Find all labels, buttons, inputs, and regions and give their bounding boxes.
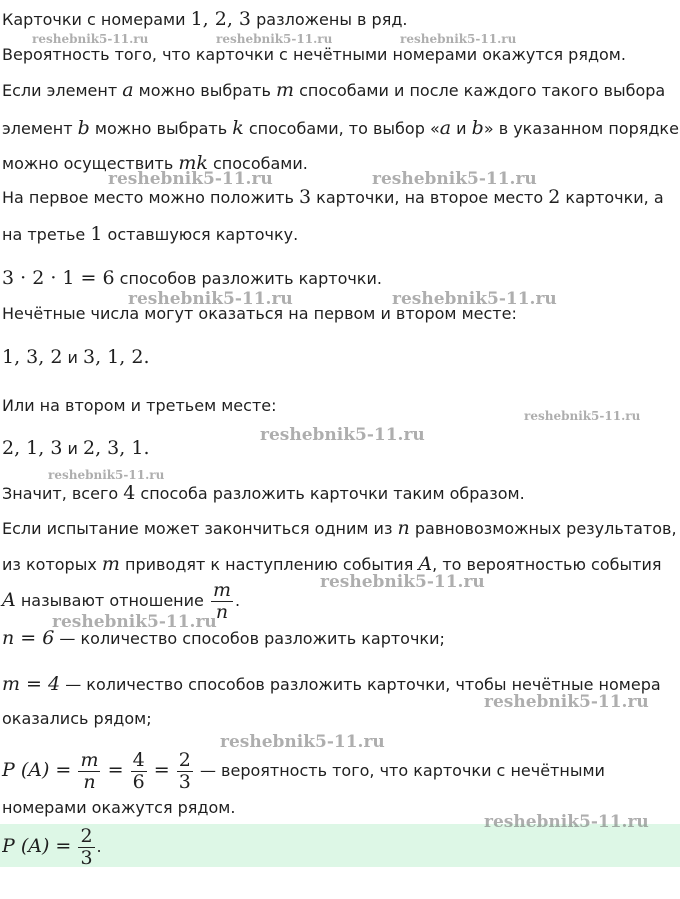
m-value-line-1: m = 4 — количество способов разложить карточки, чтобы нечётные номера xyxy=(2,673,661,695)
n-value: n = 6 — количество способов разложить карточки; xyxy=(2,627,445,649)
watermark: reshebnik5-11.ru xyxy=(400,32,517,46)
fraction-m-over-n: $\frac{m}{n}$ xyxy=(80,749,99,793)
fraction-2-over-3: $\frac{2}{3}$ xyxy=(178,749,191,793)
total-arrangements: 3 · 2 · 1 = 6 способов разложить карточки. xyxy=(2,267,382,289)
watermark: reshebnik5-11.ru xyxy=(128,289,293,309)
watermark: reshebnik5-11.ru xyxy=(484,812,649,832)
rule-line-2: элемент b можно выбрать k способами, то выбор «a и b» в указанном порядке xyxy=(2,117,679,139)
step-places-1: На первое место можно положить 3 карточки, на второе место 2 карточки, а xyxy=(2,186,664,208)
watermark: reshebnik5-11.ru xyxy=(392,289,557,309)
odd-first-second-text: Нечётные числа могут оказаться на первом и втором месте: xyxy=(2,304,517,323)
odd-first-second-cases: 1, 3, 2 и 3, 1, 2. xyxy=(2,346,150,368)
step-places-2: на третье 1 оставшуюся карточку. xyxy=(2,223,299,245)
watermark: reshebnik5-11.ru xyxy=(260,425,425,445)
probability-formula-end: номерами окажутся рядом. xyxy=(2,798,236,817)
watermark: reshebnik5-11.ru xyxy=(32,32,149,46)
answer: P (A) = $\frac{2}{3}$ . xyxy=(2,825,102,867)
watermark: reshebnik5-11.ru xyxy=(524,409,641,423)
watermark: reshebnik5-11.ru xyxy=(48,468,165,482)
m-value-line-2: оказались рядом; xyxy=(2,709,152,728)
definition-line-3: A называют отношение $\frac{m}{n}$ . xyxy=(2,579,241,623)
watermark: reshebnik5-11.ru xyxy=(220,732,385,752)
favorable-count: Значит, всего 4 способа разложить карточки таким образом. xyxy=(2,482,525,504)
answer-fraction: $\frac{2}{3}$ xyxy=(80,825,93,867)
fraction-m-over-n: $\frac{m}{n}$ xyxy=(212,579,231,623)
definition-line-2: из которых m приводят к наступлению события A, то вероятностью события xyxy=(2,553,662,575)
watermark: reshebnik5-11.ru xyxy=(484,692,649,712)
watermark: reshebnik5-11.ru xyxy=(372,169,537,189)
problem-statement-question: Вероятность того, что карточки с нечётными номерами окажутся рядом. xyxy=(2,45,626,64)
fraction-4-over-6: $\frac{4}{6}$ xyxy=(132,749,145,793)
watermark: reshebnik5-11.ru xyxy=(52,612,217,632)
rule-line-3: можно осуществить mk способами. xyxy=(2,152,308,174)
rule-line-1: Если элемент a можно выбрать m способами и после каждого такого выбора xyxy=(2,79,666,101)
probability-formula: P (A) = $\frac{m}{n}$ = $\frac{4}{6}$ = $\frac{2}{3}$ — вероятность того, что карточки с нечётными xyxy=(2,749,605,793)
watermark: reshebnik5-11.ru xyxy=(320,572,485,592)
definition-line-1: Если испытание может закончиться одним из n равновозможных результатов, xyxy=(2,517,677,539)
watermark: reshebnik5-11.ru xyxy=(108,169,273,189)
problem-statement-cards: Карточки с номерами 1, 2, 3 разложены в ряд. xyxy=(2,8,408,30)
odd-second-third-cases: 2, 1, 3 и 2, 3, 1. xyxy=(2,437,150,459)
odd-second-third-text: Или на втором и третьем месте: xyxy=(2,396,277,415)
watermark: reshebnik5-11.ru xyxy=(216,32,333,46)
